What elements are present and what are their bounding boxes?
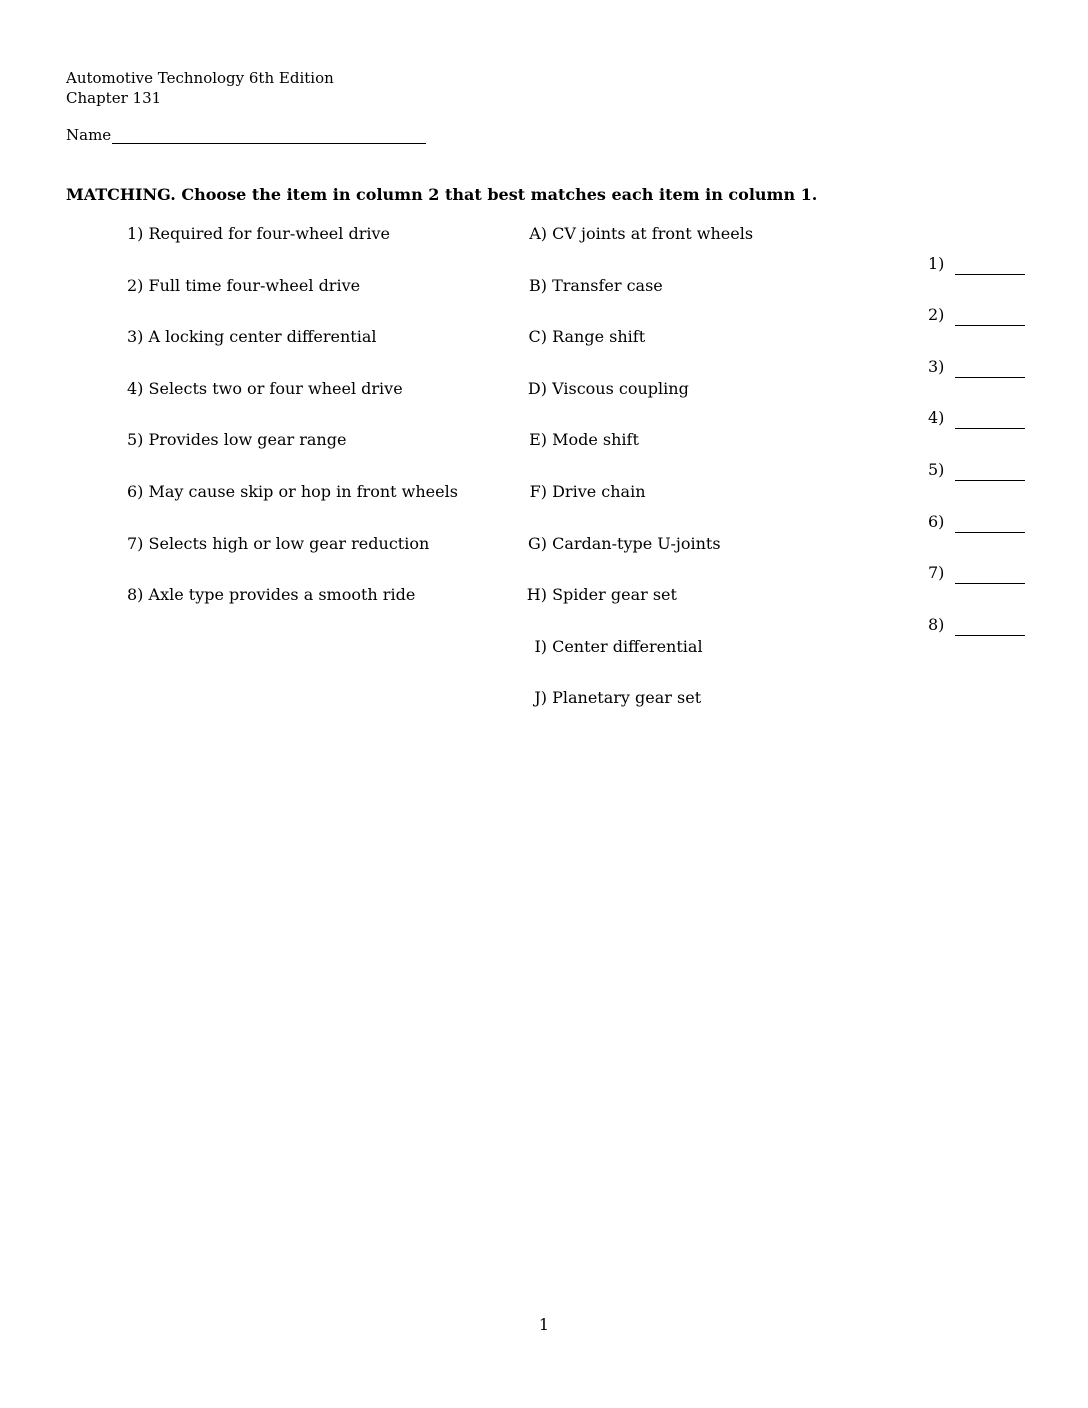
- question-item: 6) May cause skip or hop in front wheels: [127, 481, 458, 501]
- choice-item: [520, 533, 790, 585]
- answer-row: [928, 481, 1025, 533]
- choice-text: Range shift: [552, 327, 646, 347]
- choice-text: Transfer case: [552, 275, 663, 295]
- answer-blank[interactable]: [955, 510, 1025, 533]
- choice-item: [520, 326, 790, 378]
- answer-blank[interactable]: [955, 355, 1025, 378]
- choice-text: Mode shift: [552, 430, 639, 450]
- answer-number: 7): [928, 563, 945, 583]
- answer-blank[interactable]: [955, 561, 1025, 584]
- book-title: Automotive Technology 6th Edition: [66, 69, 334, 87]
- choice-text: CV joints at front wheels: [552, 224, 754, 243]
- page-number: 1: [538, 1315, 550, 1334]
- choice-text: Spider gear set: [552, 585, 677, 605]
- column-2: [520, 223, 790, 739]
- question-item: 2) Full time four-wheel drive: [127, 275, 361, 295]
- choice-item: [520, 636, 790, 688]
- choice-text: Viscous coupling: [552, 378, 689, 398]
- choice-item: [520, 223, 790, 275]
- choice-text: Cardan-type U-joints: [552, 533, 721, 553]
- choice-item: [520, 429, 790, 481]
- instructions: MATCHING. Choose the item in column 2 that best matches each item in column 1.: [66, 185, 818, 204]
- answer-number: 2): [928, 305, 945, 325]
- answer-row: [928, 223, 1025, 275]
- choice-text: Center differential: [552, 636, 703, 656]
- choice-letter: E): [529, 430, 547, 450]
- document-header: [66, 68, 334, 108]
- choice-letter: D): [527, 378, 547, 398]
- answer-blank[interactable]: [955, 613, 1025, 636]
- choice-letter: J): [534, 688, 547, 708]
- question-item: 5) Provides low gear range: [127, 430, 347, 450]
- choice-letter: G): [527, 533, 547, 553]
- answer-blank[interactable]: [955, 406, 1025, 429]
- answer-row: [928, 429, 1025, 481]
- choice-item: [520, 275, 790, 327]
- choice-letter: F): [529, 481, 547, 501]
- answer-row: [928, 326, 1025, 378]
- question-item: 7) Selects high or low gear reduction: [127, 533, 430, 553]
- answer-blank[interactable]: [955, 252, 1025, 275]
- choice-letter: A): [529, 224, 547, 243]
- chapter-label: Chapter 131: [66, 89, 162, 107]
- choice-item: [520, 378, 790, 430]
- choice-text: Drive chain: [552, 481, 646, 501]
- answer-row: [928, 275, 1025, 327]
- question-item: 8) Axle type provides a smooth ride: [127, 585, 416, 605]
- answer-column: [928, 223, 1025, 636]
- answer-number: 5): [928, 459, 945, 479]
- choice-letter: C): [528, 327, 547, 347]
- choice-item: [520, 687, 790, 739]
- answer-number: 6): [928, 511, 945, 531]
- name-row: [66, 126, 426, 144]
- answer-number: 3): [928, 356, 945, 376]
- answer-blank[interactable]: [955, 458, 1025, 481]
- answer-blank[interactable]: [955, 303, 1025, 326]
- column-1: [127, 223, 458, 636]
- answer-number: 1): [928, 253, 945, 273]
- answer-row: [928, 533, 1025, 585]
- answer-row: [928, 378, 1025, 430]
- choice-item: [520, 584, 790, 636]
- name-label: Name: [66, 126, 112, 144]
- question-item: 4) Selects two or four wheel drive: [127, 378, 403, 398]
- name-blank[interactable]: [112, 126, 426, 144]
- answer-number: 8): [928, 614, 945, 634]
- choice-text: Planetary gear set: [552, 688, 702, 708]
- answer-row: [928, 584, 1025, 636]
- answer-number: 4): [928, 408, 945, 428]
- choice-item: [520, 481, 790, 533]
- question-item: 3) A locking center differential: [127, 327, 377, 347]
- question-item: 1) Required for four-wheel drive: [127, 224, 390, 243]
- choice-letter: B): [529, 275, 547, 295]
- choice-letter: H): [526, 585, 547, 605]
- choice-letter: I): [534, 636, 547, 656]
